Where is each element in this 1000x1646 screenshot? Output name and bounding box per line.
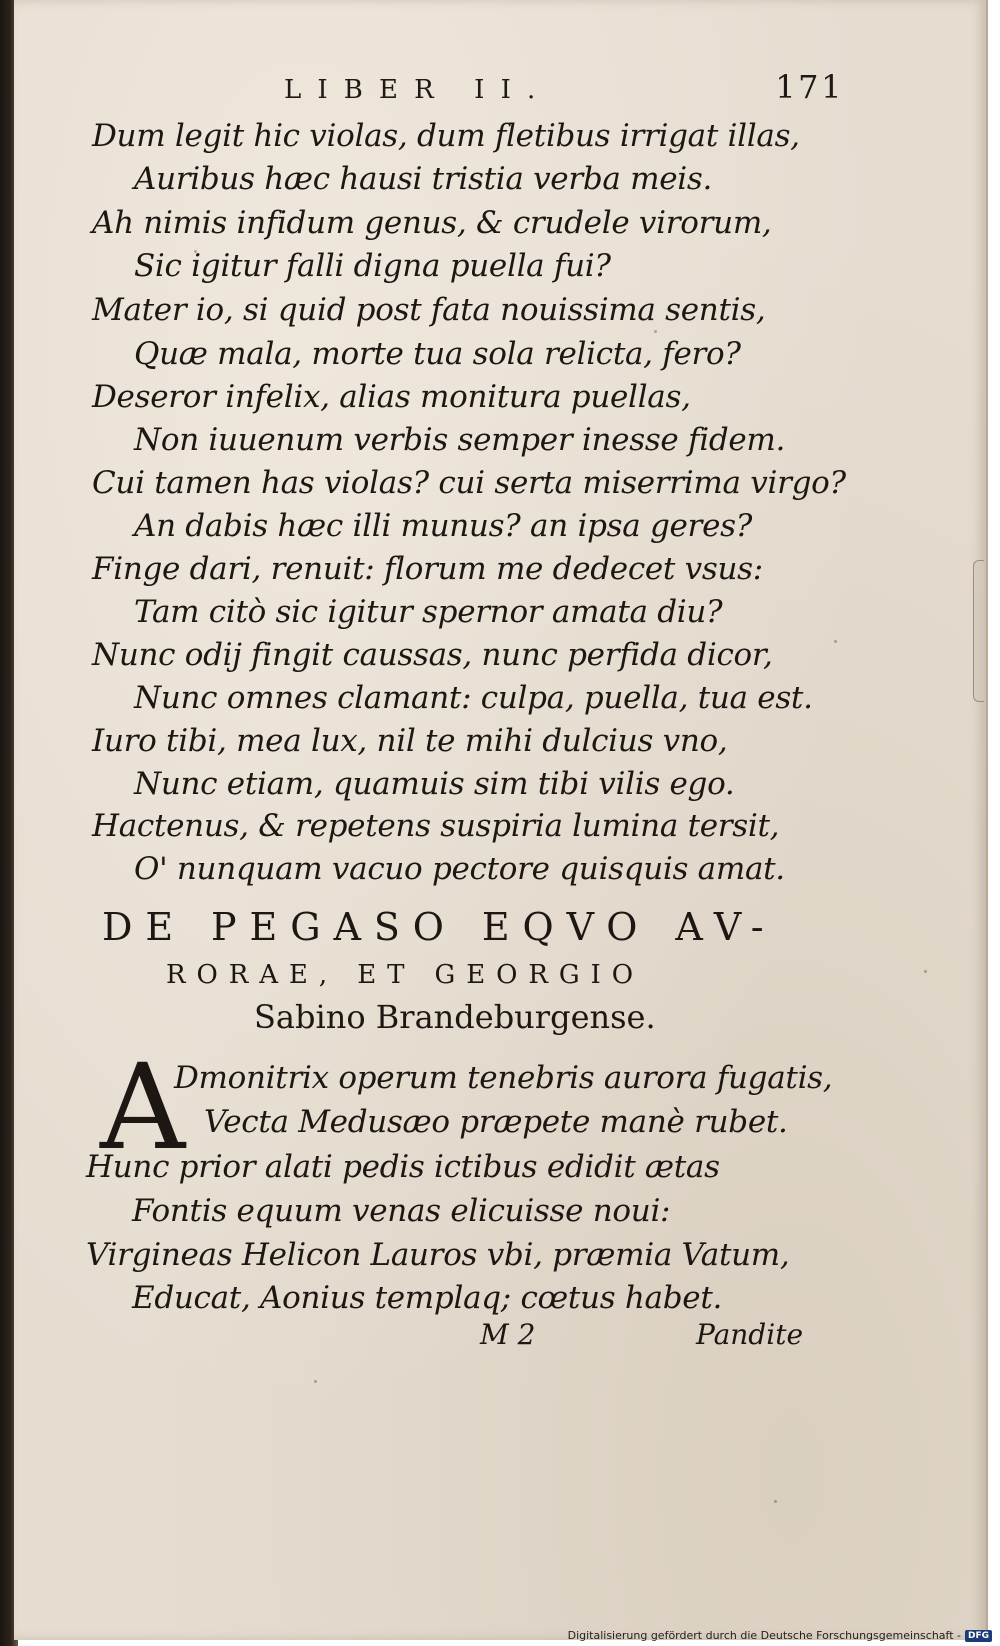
verse-line: Nunc omnes clamant: culpa, puella, tua est. xyxy=(134,680,813,716)
signature-mark: M 2 xyxy=(480,1318,536,1351)
verse-line: Sic igitur falli digna puella fui? xyxy=(134,248,611,284)
verse-line: Ah nimis infidum genus, & crudele virorum, xyxy=(92,205,772,241)
catchword: Pandite xyxy=(696,1318,804,1351)
verse-line: Quæ mala, morte tua sola relicta, fero? xyxy=(134,336,741,372)
verse-line: Hactenus, & repetens suspiria lumina tersit, xyxy=(92,808,780,844)
verse-line: Fontis equum venas elicuisse noui: xyxy=(132,1193,671,1229)
running-header xyxy=(284,68,844,106)
verse-line: Mater io, si quid post fata nouissima sentis, xyxy=(92,292,766,328)
verse-line: Dmonitrix operum tenebris aurora fugatis, xyxy=(174,1060,833,1096)
poem-title-line-1: DE PEGASO EQVO AV- xyxy=(102,905,777,949)
paper-speck xyxy=(834,640,837,643)
book-page xyxy=(14,0,988,1640)
verse-line: Deseror infelix, alias monitura puellas, xyxy=(92,379,691,415)
verse-line: Educat, Aonius templaq; cœtus habet. xyxy=(132,1280,723,1316)
verse-line: Non iuuenum verbis semper inesse fidem. xyxy=(134,422,786,458)
page-number: 171 xyxy=(775,68,844,106)
verse-line: Virgineas Helicon Lauros vbi, præmia Vatum, xyxy=(86,1237,790,1273)
verse-line: O' nunquam vacuo pectore quisquis amat. xyxy=(134,851,785,887)
verse-line: Hunc prior alati pedis ictibus edidit ætas xyxy=(86,1149,720,1185)
adjacent-leaf-edge xyxy=(973,560,984,702)
verse-line: Dum legit hic violas, dum fletibus irrigat illas, xyxy=(92,118,800,154)
running-title: LIBER II. xyxy=(284,75,552,105)
paper-speck xyxy=(924,970,927,973)
verse-line: Cui tamen has violas? cui serta miserrima virgo? xyxy=(92,465,846,501)
drop-cap-initial: A xyxy=(100,1038,186,1176)
digitization-credit xyxy=(568,1629,992,1642)
verse-line: Nunc etiam, quamuis sim tibi vilis ego. xyxy=(134,766,735,802)
verse-line: Iuro tibi, mea lux, nil te mihi dulcius vno, xyxy=(92,723,728,759)
verse-line: Nunc odij fingit caussas, nunc perfida dicor, xyxy=(92,637,773,673)
poem-title-line-2: RORAE, ET GEORGIO xyxy=(166,960,644,990)
poem-title-line-3: Sabino Brandeburgense. xyxy=(254,998,656,1036)
verse-line: Vecta Medusæo præpete manè rubet. xyxy=(204,1104,788,1140)
verse-line: Tam citò sic igitur spernor amata diu? xyxy=(134,594,723,630)
verse-line: Finge dari, renuit: florum me dedecet vsus: xyxy=(92,551,763,587)
paper-speck xyxy=(654,330,657,333)
dfg-logo: DFG xyxy=(965,1630,992,1642)
credit-text: Digitalisierung gefördert durch die Deutsche Forschungsgemeinschaft - xyxy=(567,1629,961,1642)
verse-line: An dabis hæc illi munus? an ipsa geres? xyxy=(134,508,753,544)
paper-speck xyxy=(774,1500,777,1503)
verse-line: Auribus hæc hausi tristia verba meis. xyxy=(134,161,713,197)
paper-speck xyxy=(314,1380,317,1383)
